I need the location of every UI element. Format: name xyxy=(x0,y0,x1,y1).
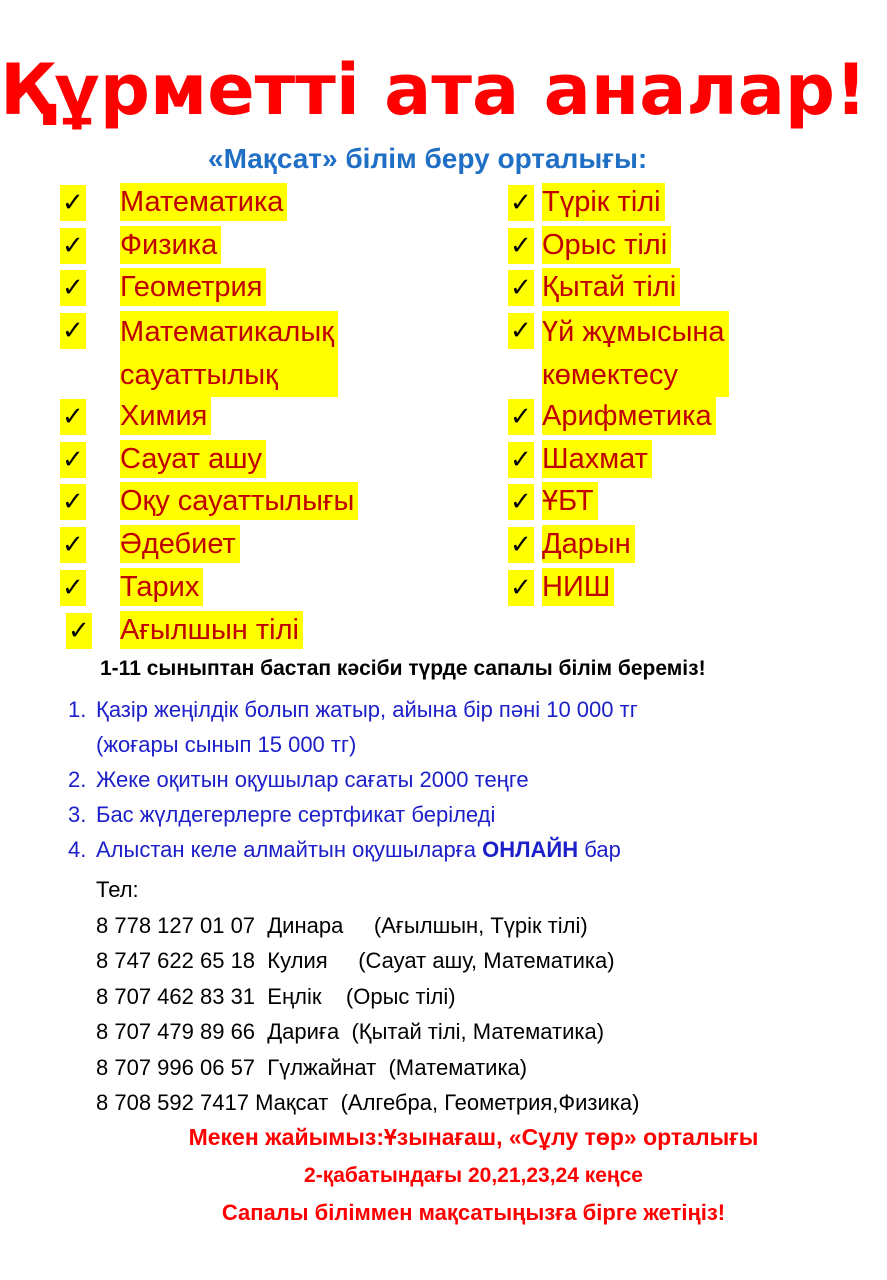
office-line: 2-қабатындағы 20,21,23,24 кеңсе xyxy=(304,1164,643,1187)
phone-number: 8 747 622 65 18 xyxy=(96,948,256,973)
list-item xyxy=(60,311,390,397)
intro-line: 1-11 сыныптан бастап кәсіби түрде сапалы білім береміз! xyxy=(100,657,706,680)
contact-name: Мақсат xyxy=(255,1090,329,1115)
list-item xyxy=(60,482,390,525)
check-icon: ✓ xyxy=(60,185,86,221)
list-item xyxy=(508,226,768,269)
check-icon: ✓ xyxy=(508,399,534,435)
list-item xyxy=(508,311,768,397)
subject-label: Қытай тілі xyxy=(542,268,680,306)
check-icon: ✓ xyxy=(508,527,534,563)
subject-label: Физика xyxy=(120,226,221,264)
list-number: 4. xyxy=(68,837,87,862)
online-label: ОНЛАЙН xyxy=(482,837,579,862)
contact-row xyxy=(96,943,639,979)
list-text: Жеке оқитын оқушылар сағаты 2000 теңге xyxy=(96,767,529,792)
subject-label: Түрік тілі xyxy=(542,183,665,221)
list-number: 2. xyxy=(68,767,87,792)
contact-subjects: (Алгебра, Геометрия,Физика) xyxy=(340,1090,640,1115)
check-icon: ✓ xyxy=(60,399,86,435)
right-subject-list xyxy=(508,183,768,611)
subject-label-line1: Үй жұмысына xyxy=(542,316,725,349)
subject-label: Орыс тілі xyxy=(542,226,671,264)
center-name: «Мақсат» білім беру орталығы: xyxy=(208,143,648,174)
list-item xyxy=(60,268,390,311)
check-icon: ✓ xyxy=(60,484,86,520)
contact-row xyxy=(96,1085,639,1121)
contact-row xyxy=(96,979,639,1015)
contact-row xyxy=(96,1050,639,1086)
list-text-main: Алыстан келе алмайтын оқушыларға xyxy=(96,837,483,862)
check-icon: ✓ xyxy=(508,228,534,264)
check-icon: ✓ xyxy=(60,527,86,563)
check-icon: ✓ xyxy=(60,442,86,478)
slogan-line: Сапалы біліммен мақсатыңызға бірге жетіңіз! xyxy=(221,1200,726,1225)
list-item xyxy=(508,482,768,525)
list-item xyxy=(508,183,768,226)
check-icon: ✓ xyxy=(508,570,534,606)
list-number: 1. xyxy=(68,697,87,722)
contact-name: Кулия xyxy=(267,948,328,973)
contact-subjects: (Қытай тілі, Математика) xyxy=(351,1019,605,1044)
list-item xyxy=(60,440,390,483)
check-icon: ✓ xyxy=(508,270,534,306)
list-item xyxy=(60,525,390,568)
subject-label: Математика xyxy=(120,183,287,221)
phone-number: 8 707 479 89 66 xyxy=(96,1019,256,1044)
check-icon: ✓ xyxy=(508,442,534,478)
list-text-after: бар xyxy=(578,837,621,862)
contact-subjects: (Ағылшын, Түрік тілі) xyxy=(373,912,588,938)
list-item xyxy=(508,568,768,611)
contact-subjects: (Математика) xyxy=(388,1054,528,1080)
left-subject-list xyxy=(60,183,390,653)
contact-subjects: (Сауат ашу, Математика) xyxy=(358,948,615,973)
list-text xyxy=(96,832,621,867)
list-item xyxy=(508,397,768,440)
subject-label: Әдебиет xyxy=(120,525,240,563)
list-item xyxy=(66,611,396,654)
tel-label: Тел: xyxy=(96,877,139,902)
subject-label xyxy=(542,311,729,397)
check-icon: ✓ xyxy=(60,313,86,349)
address-line: Мекен жайымыз:Ұзынағаш, «Сұлу төр» орталығы xyxy=(188,1124,759,1150)
subject-label: НИШ xyxy=(542,568,614,606)
list-item xyxy=(60,397,390,440)
subject-label: Геометрия xyxy=(120,268,266,306)
check-icon: ✓ xyxy=(60,270,86,306)
phone-number: 8 707 996 06 57 xyxy=(96,1054,256,1080)
check-icon: ✓ xyxy=(60,228,86,264)
subject-label: ҰБТ xyxy=(542,482,598,520)
subject-label: Химия xyxy=(120,397,211,435)
list-item xyxy=(508,268,768,311)
subject-label: Оқу сауаттылығы xyxy=(120,482,358,520)
subject-label: Дарын xyxy=(542,525,635,563)
page-title: Құрметті ата аналар! xyxy=(0,49,867,131)
phone-number: 8 708 592 7417 xyxy=(96,1090,249,1115)
list-text-line1: Қазір жеңілдік болып жатыр, айына бір пәні 10 000 тг xyxy=(96,697,638,722)
subject-label: Тарих xyxy=(120,568,203,606)
subject-label: Арифметика xyxy=(542,397,716,435)
contacts xyxy=(96,872,639,1121)
subject-label-line1: Математикалық xyxy=(120,316,334,349)
phone-number: 8 707 462 83 31 xyxy=(96,983,256,1009)
list-text: Бас жүлдегерлерге сертфикат беріледі xyxy=(96,802,496,827)
list-item xyxy=(60,183,390,226)
contact-subjects: (Орыс тілі) xyxy=(345,983,456,1009)
check-icon: ✓ xyxy=(66,613,92,649)
subject-label: Ағылшын тілі xyxy=(120,611,303,649)
contact-name: Гүлжайнат xyxy=(267,1054,377,1080)
contact-row xyxy=(96,908,639,944)
list-item xyxy=(60,568,390,611)
subject-label: Шахмат xyxy=(542,440,652,478)
list-item xyxy=(508,440,768,483)
subject-label: Сауат ашу xyxy=(120,440,266,478)
check-icon: ✓ xyxy=(508,185,534,221)
list-number: 3. xyxy=(68,802,87,827)
contact-row xyxy=(96,1014,639,1050)
subject-label-line2: сауаттылық xyxy=(120,359,278,392)
check-icon: ✓ xyxy=(508,313,534,349)
list-item xyxy=(60,226,390,269)
contact-name: Дариға xyxy=(267,1019,340,1044)
phone-number: 8 778 127 01 07 xyxy=(96,912,256,938)
contact-name: Еңлік xyxy=(267,983,322,1009)
check-icon: ✓ xyxy=(60,570,86,606)
check-icon: ✓ xyxy=(508,484,534,520)
list-text xyxy=(96,692,638,762)
subject-label xyxy=(120,311,338,397)
subject-label-line2: көмектесу xyxy=(542,359,678,392)
list-text-line2: (жоғары сынып 15 000 тг) xyxy=(96,732,357,757)
contact-name: Динара xyxy=(267,912,344,938)
list-item xyxy=(508,525,768,568)
